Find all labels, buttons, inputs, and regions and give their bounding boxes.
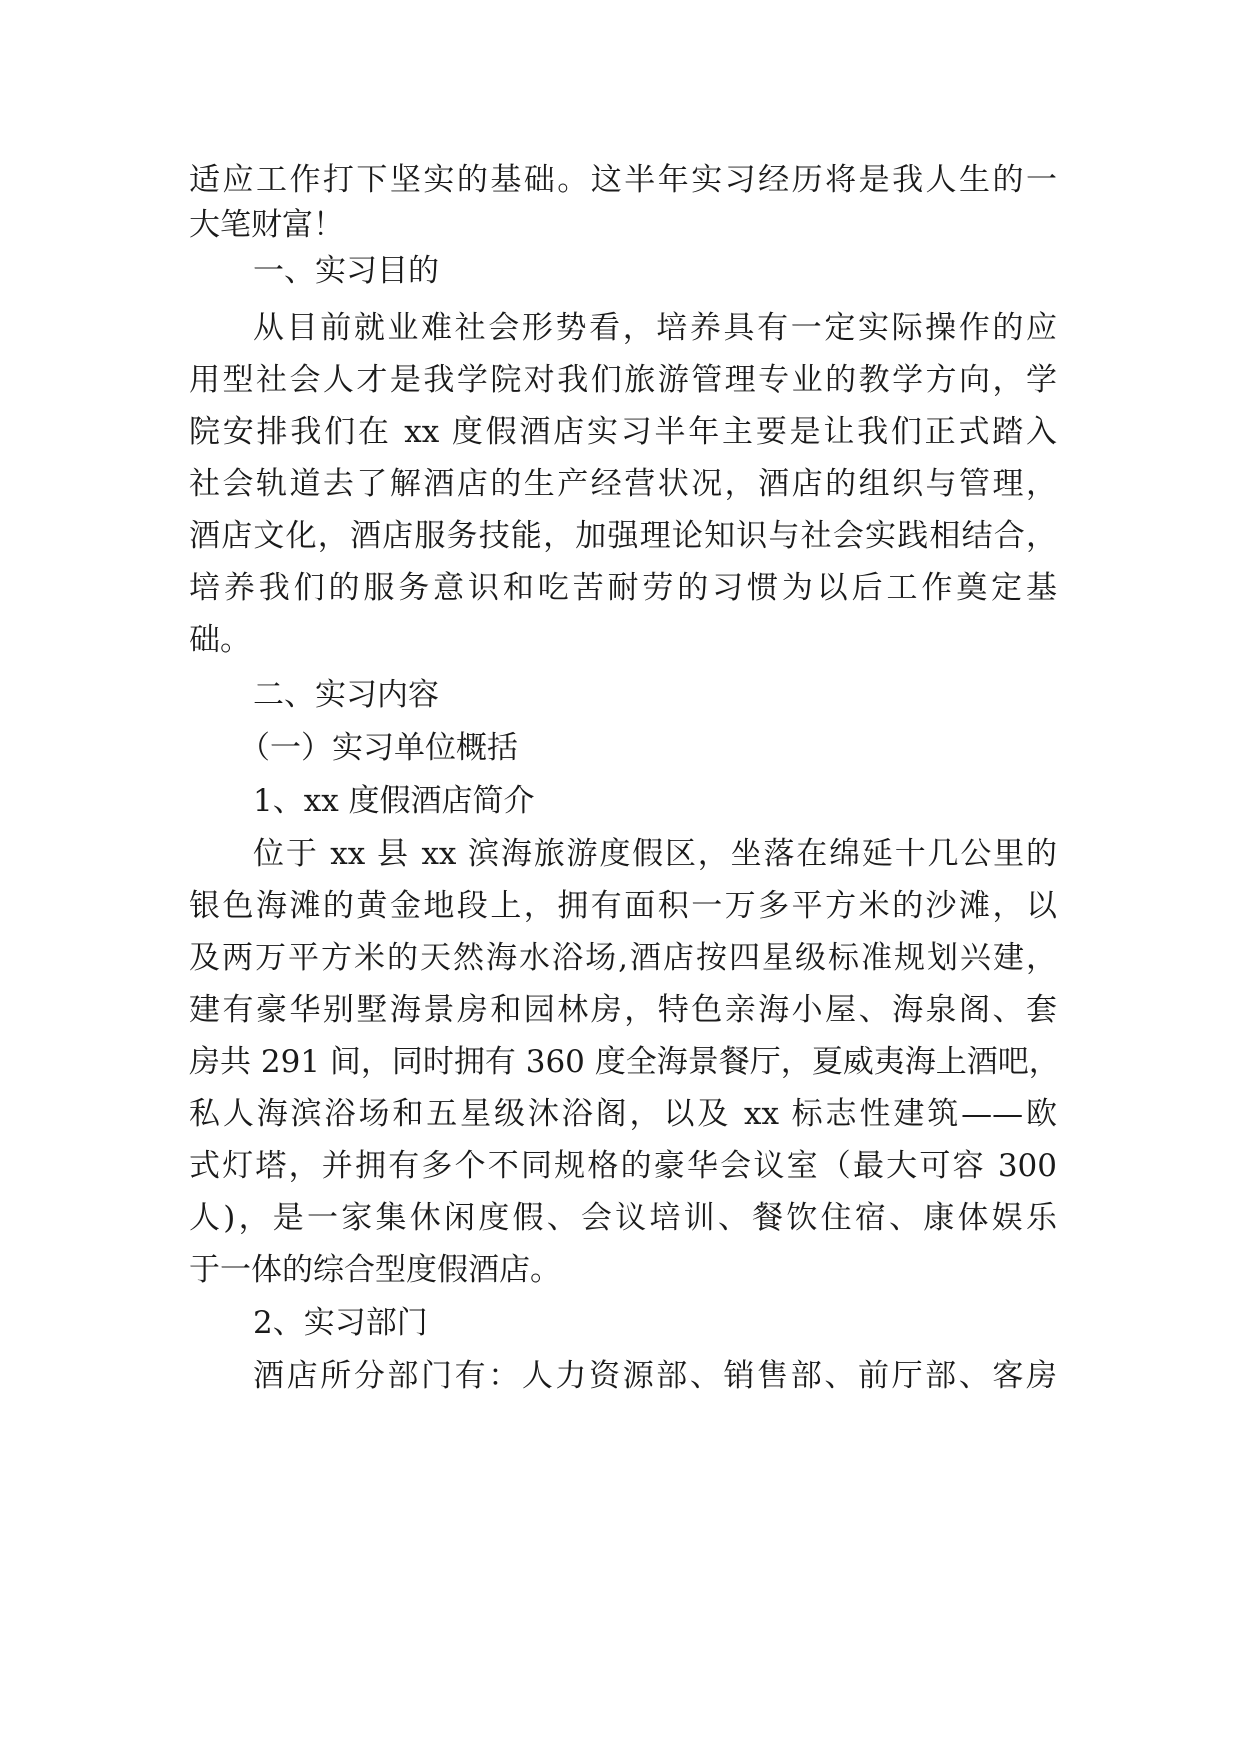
paragraph-line: 于一体的综合型度假酒店。 — [189, 1252, 561, 1288]
subsection-heading: （一）实习单位概括 — [239, 730, 518, 766]
paragraph-line: 培养我们的服务意识和吃苦耐劳的习惯为以后工作奠定基 — [189, 570, 1057, 606]
subsection-heading: 2、实习部门 — [253, 1305, 428, 1341]
paragraph-line: 大笔财富！ — [189, 207, 344, 243]
paragraph-line: 私人海滨浴场和五星级沐浴阁，以及 xx 标志性建筑——欧 — [189, 1096, 1057, 1132]
paragraph-line: 从目前就业难社会形势看，培养具有一定实际操作的应 — [253, 310, 1057, 346]
paragraph-line: 社会轨道去了解酒店的生产经营状况，酒店的组织与管理， — [189, 466, 1057, 502]
paragraph-line: 适应工作打下坚实的基础。这半年实习经历将是我人生的一 — [189, 162, 1057, 198]
paragraph-line: 建有豪华别墅海景房和园林房，特色亲海小屋、海泉阁、套 — [189, 992, 1057, 1028]
paragraph-line: 院安排我们在 xx 度假酒店实习半年主要是让我们正式踏入 — [189, 414, 1057, 450]
paragraph-line: 及两万平方米的天然海水浴场,酒店按四星级标准规划兴建， — [189, 940, 1057, 976]
paragraph-line: 式灯塔，并拥有多个不同规格的豪华会议室（最大可容 300 — [189, 1148, 1057, 1184]
section-heading: 二、实习内容 — [253, 677, 439, 713]
paragraph-line: 础。 — [189, 622, 251, 658]
paragraph-line: 用型社会人才是我学院对我们旅游管理专业的教学方向，学 — [189, 362, 1057, 398]
paragraph-line: 银色海滩的黄金地段上，拥有面积一万多平方米的沙滩，以 — [189, 888, 1057, 924]
paragraph-line: 位于 xx 县 xx 滨海旅游度假区，坐落在绵延十几公里的 — [253, 836, 1057, 872]
section-heading: 一、实习目的 — [253, 253, 439, 289]
paragraph-line: 房共 291 间，同时拥有 360 度全海景餐厅，夏威夷海上酒吧， — [189, 1044, 1060, 1080]
subsection-heading: 1、xx 度假酒店简介 — [253, 783, 535, 819]
paragraph-line: 人)，是一家集休闲度假、会议培训、餐饮住宿、康体娱乐 — [189, 1200, 1057, 1236]
paragraph-line: 酒店文化，酒店服务技能，加强理论知识与社会实践相结合， — [189, 518, 1057, 554]
paragraph-line: 酒店所分部门有：人力资源部、销售部、前厅部、客房 — [253, 1358, 1057, 1394]
